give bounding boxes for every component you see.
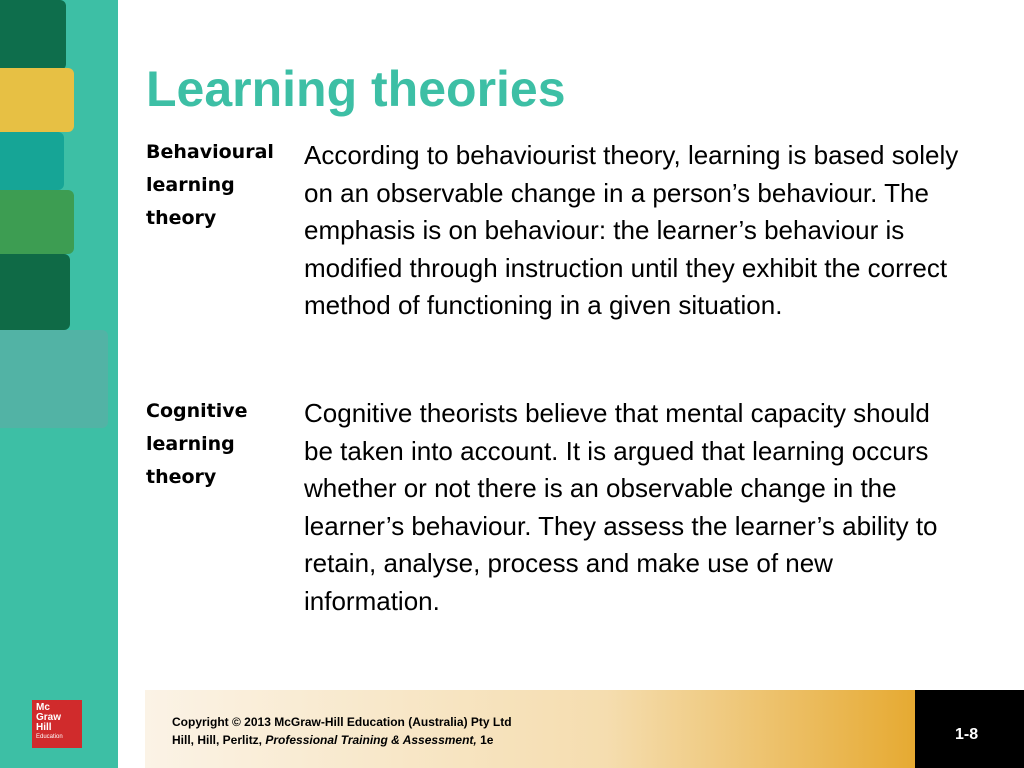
- description-behavioural: According to behaviourist theory, learning is based solely on an observable change in a person’s behaviour. The emphasis is on behaviour: the learner’s behaviour is modified through instruction until they exhibit the correct method of functioning in a given situation.: [304, 140, 959, 320]
- book-tabs-graphic: [0, 0, 118, 440]
- citation-authors: Hill, Hill, Perlitz,: [172, 733, 266, 747]
- term-cognitive: Cognitive learning theory: [146, 400, 248, 488]
- tab-teal: [0, 132, 64, 190]
- logo-text: Education: [36, 734, 63, 740]
- tab-green: [0, 190, 74, 254]
- citation-edition: 1e: [476, 733, 494, 747]
- slide-title: Learning theories: [146, 61, 566, 117]
- tab-light-teal: [0, 330, 108, 428]
- sidebar-decoration: [0, 0, 118, 768]
- copyright-line: Copyright © 2013 McGraw-Hill Education (Australia) Pty Ltd: [172, 715, 512, 729]
- tab-yellow: [0, 68, 74, 132]
- logo-text: Mc: [36, 702, 50, 713]
- term-behavioural: Behavioural learning theory: [146, 141, 274, 229]
- tab-forest: [0, 254, 70, 330]
- description-cognitive: Cognitive theorists believe that mental capacity should be taken into account. It is argued that learning occurs whether or not there is an observable change in the learner’s behaviour. They assess the learner’s ability to retain, analyse, process and make use of new information.: [304, 398, 938, 616]
- mcgraw-hill-logo: [32, 700, 82, 748]
- page-number: 1-8: [955, 726, 979, 743]
- citation-line: [172, 731, 512, 749]
- copyright-notice: [172, 713, 512, 749]
- logo-text: Hill: [36, 722, 52, 733]
- tab-dark-green: [0, 0, 66, 70]
- logo-text: Graw: [36, 712, 62, 723]
- citation-book-title: Professional Training & Assessment,: [265, 733, 477, 747]
